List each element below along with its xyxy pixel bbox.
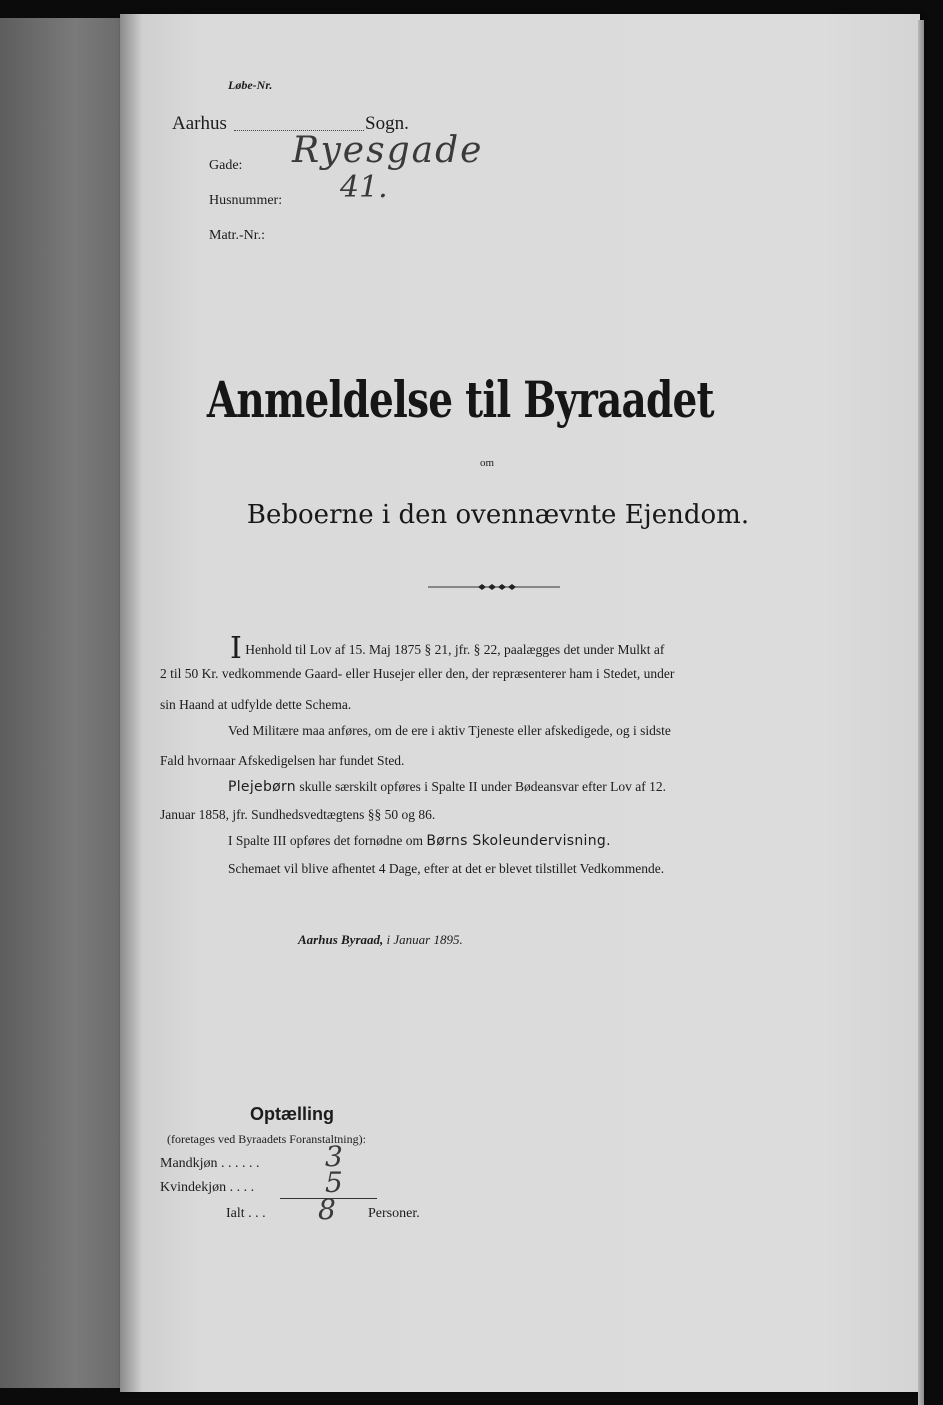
- signature-date: i Januar 1895.: [386, 932, 463, 947]
- paragraph-4: [228, 832, 611, 850]
- matr-nr-label: Matr.-Nr.:: [209, 228, 265, 243]
- gade-value: Ryesgade: [292, 130, 484, 171]
- paragraph-5: Schemaet vil blive afhentet 4 Dage, efter at det er blevet tilstillet Vedkommende.: [228, 861, 665, 876]
- previous-page-edge: [0, 18, 125, 1388]
- paragraph-1-line-2: 2 til 50 Kr. vedkommende Gaard- eller Husejer eller den, der repræsenterer ham i Stedet, under: [160, 666, 675, 681]
- signature-line: [298, 932, 463, 948]
- paragraph-2-line-1: Ved Militære maa anføres, om de ere i aktiv Tjeneste eller afskedigede, og i sidste: [228, 723, 671, 738]
- mandkjon-value: 3: [325, 1140, 343, 1173]
- paragraph-4-text: I Spalte III opføres det fornødne om: [228, 833, 423, 848]
- kvindekjon-label: Kvindekjøn . . . .: [160, 1180, 255, 1195]
- ialt-value: 8: [318, 1193, 336, 1226]
- page-stack-edge: [918, 20, 924, 1405]
- mandkjon-label: Mandkjøn . . . . . .: [160, 1156, 260, 1171]
- city-label: Aarhus: [172, 113, 227, 134]
- paragraph-1-text: Henhold til Lov af 15. Maj 1875 § 21, jfr. § 22, paalægges det under Mulkt af: [245, 642, 665, 657]
- ornament-divider: [428, 580, 560, 594]
- personer-label: Personer.: [368, 1206, 420, 1221]
- paragraph-1-line-1: [230, 631, 665, 666]
- signature-org: Aarhus Byraad,: [298, 932, 384, 947]
- document-subtitle: Beboerne i den ovennævnte Ejendom.: [246, 500, 750, 530]
- gade-label: Gade:: [209, 158, 243, 173]
- paragraph-3-text: skulle særskilt opføres i Spalte II under Bødeansvar efter Lov af 12.: [299, 779, 667, 794]
- paragraph-1-line-3: sin Haand at udfylde dette Schema.: [160, 697, 352, 712]
- ialt-label: Ialt . . .: [226, 1206, 266, 1221]
- husnummer-value: 41.: [340, 170, 388, 205]
- paragraph-2-line-2: Fald hvornaar Afskedigelsen har fundet Sted.: [160, 753, 405, 768]
- count-note: (foretages ved Byraadets Foranstaltning):: [167, 1132, 366, 1146]
- husnummer-label: Husnummer:: [209, 193, 283, 208]
- count-title: Optælling: [250, 1104, 334, 1124]
- plejeborn-emphasis: Plejebørn: [228, 779, 296, 795]
- title-connector: om: [480, 457, 495, 469]
- drop-initial: I: [230, 631, 242, 666]
- loebe-nr-label: Løbe-Nr.: [228, 78, 273, 92]
- kvindekjon-value: 5: [325, 1166, 343, 1199]
- document-title: Anmeldelse til Byraadet: [206, 370, 714, 429]
- sogn-label: Sogn.: [365, 113, 409, 134]
- skoleundervisning-emphasis: Børns Skoleundervisning.: [426, 833, 611, 849]
- paragraph-3-line-1: [228, 778, 666, 796]
- paragraph-3-line-2: Januar 1858, jfr. Sundhedsvedtægtens §§ 50 og 86.: [160, 807, 436, 822]
